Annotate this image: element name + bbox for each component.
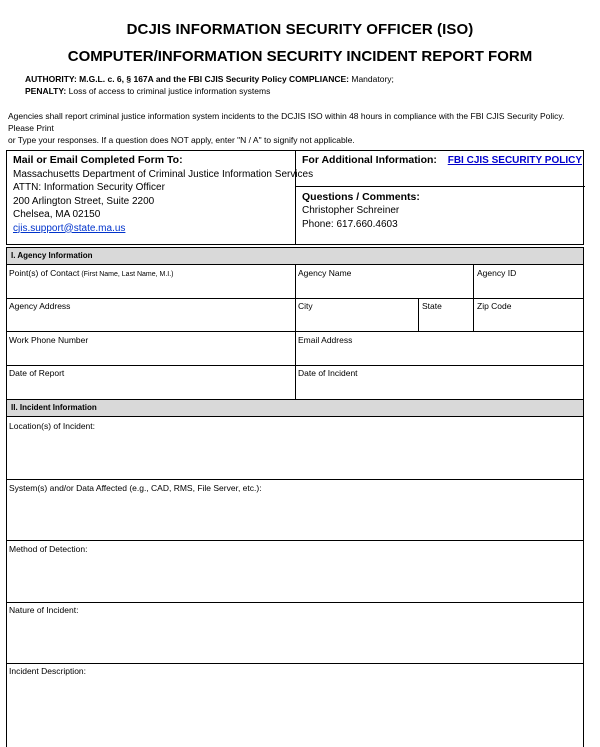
state-field[interactable]: State	[422, 301, 442, 311]
date-of-incident-field[interactable]: Date of Incident	[298, 368, 358, 378]
form-title: DCJIS INFORMATION SECURITY OFFICER (ISO)	[126, 21, 474, 38]
systems-affected-field[interactable]: System(s) and/or Data Affected (e.g., CAD, RMS, File Server, etc.):	[9, 483, 262, 493]
divider	[473, 265, 474, 298]
agency-name-field[interactable]: Agency Name	[298, 268, 352, 278]
form-subtitle: COMPUTER/INFORMATION SECURITY INCIDENT REPORT FORM	[67, 48, 533, 65]
agency-address-field[interactable]: Agency Address	[9, 301, 71, 311]
authority-label: AUTHORITY: M.G.L. c. 6, § 167A and the FBI CJIS Security Policy COMPLIANCE:	[25, 74, 350, 84]
work-phone-field[interactable]: Work Phone Number	[9, 335, 89, 345]
instructions	[8, 110, 588, 146]
fbi-cjis-policy-link[interactable]: FBI CJIS SECURITY POLICY	[447, 155, 583, 166]
section-incident-header: II. Incident Information	[7, 400, 583, 417]
mail-heading: Mail or Email Completed Form To:	[13, 154, 183, 166]
locations-field[interactable]: Location(s) of Incident:	[9, 421, 95, 431]
authority-line	[25, 73, 394, 85]
mail-city: Chelsea, MA 02150	[13, 209, 101, 220]
divider	[295, 365, 296, 399]
report-form	[6, 247, 584, 747]
city-field[interactable]: City	[298, 301, 313, 311]
additional-info	[302, 154, 582, 166]
section-agency-header: I. Agency Information	[7, 248, 583, 265]
penalty-value: Loss of access to criminal justice information systems	[66, 86, 271, 96]
divider	[473, 298, 474, 331]
poc-hint: (First Name, Last Name, M.I.)	[79, 271, 174, 278]
mail-email-link[interactable]: cjis.support@state.ma.us	[13, 222, 126, 234]
divider	[295, 265, 296, 298]
instructions-line-2: or Type your responses. If a question does NOT apply, enter "N / A" to signify not applicable.	[8, 135, 355, 145]
instructions-line-1: Agencies shall report criminal justice information system incidents to the DCJIS ISO within 48 hours in compliance with the FBI CJIS Security Policy. Please Print	[8, 111, 565, 133]
nature-of-incident-field[interactable]: Nature of Incident:	[9, 605, 79, 615]
row-divider	[7, 602, 583, 603]
mail-to-block	[13, 154, 313, 235]
row-divider	[7, 663, 583, 664]
method-of-detection-field[interactable]: Method of Detection:	[9, 544, 88, 554]
contact-box	[6, 150, 584, 245]
mail-attn: ATTN: Information Security Officer	[13, 182, 165, 193]
email-address-field[interactable]: Email Address	[298, 335, 353, 345]
divider	[295, 331, 296, 365]
questions-name: Christopher Schreiner	[302, 205, 400, 216]
authority-value: Mandatory;	[349, 74, 394, 84]
row-divider	[7, 479, 583, 480]
agency-id-field[interactable]: Agency ID	[477, 268, 517, 278]
divider	[295, 298, 296, 331]
divider	[418, 298, 419, 331]
questions-block	[302, 190, 420, 232]
penalty-line	[25, 85, 270, 97]
incident-description-field[interactable]: Incident Description:	[9, 666, 87, 676]
mail-org: Massachusetts Department of Criminal Justice Information Services	[13, 168, 314, 180]
poc-field[interactable]	[9, 268, 174, 278]
mail-street: 200 Arlington Street, Suite 2200	[13, 195, 155, 207]
row-divider	[7, 540, 583, 541]
questions-heading: Questions / Comments:	[302, 191, 420, 203]
additional-info-heading: For Additional Information:	[302, 154, 437, 166]
date-of-report-field[interactable]: Date of Report	[9, 368, 65, 378]
questions-phone: Phone: 617.660.4603	[302, 219, 398, 230]
zip-code-field[interactable]: Zip Code	[477, 301, 512, 311]
poc-label: Point(s) of Contact	[9, 268, 80, 278]
contact-divider-horizontal	[295, 186, 585, 187]
penalty-label: PENALTY:	[25, 86, 67, 96]
